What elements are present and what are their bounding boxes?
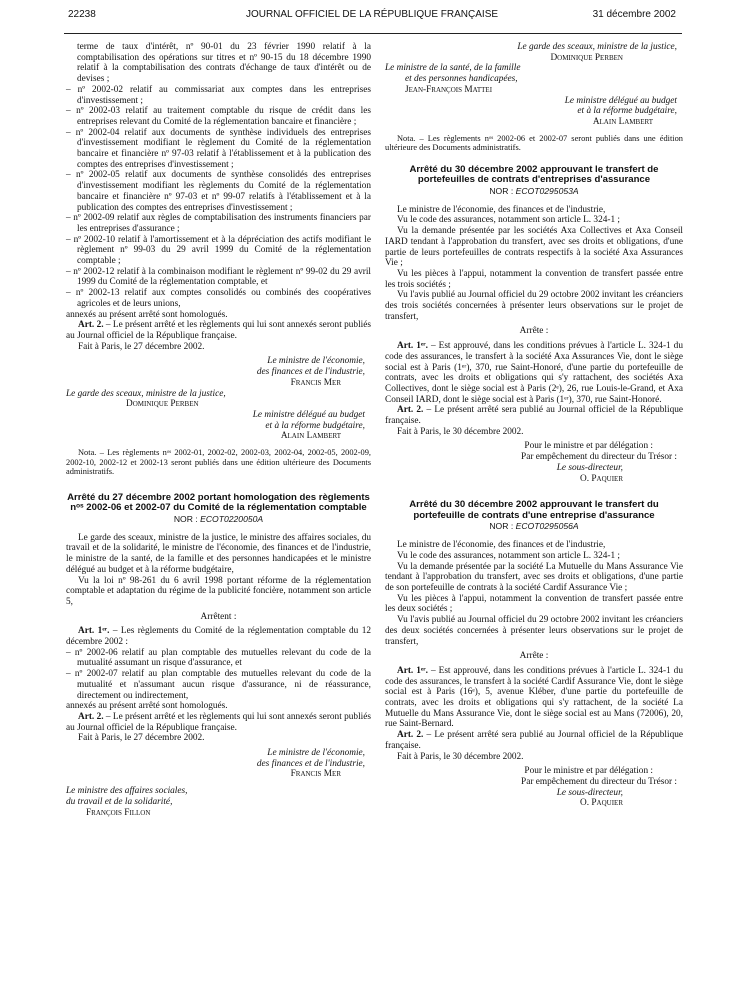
nor-code: ECOT0220050A — [200, 513, 264, 524]
fait-line: Fait à Paris, le 27 décembre 2002. — [78, 341, 205, 352]
signature-title: Le ministre des affaires sociales, — [66, 786, 188, 797]
list-item: – nº 2002-03 relatif au traitement comptable du risque de crédit dans les entreprises relevant du Comité de la réglementation bancaire et financière ; — [66, 106, 371, 127]
annexes-text: annexés au présent arrêté sont homologués. — [66, 309, 228, 320]
signatory-name: Alain Lambert — [592, 116, 653, 127]
signatory-name: O. Paquier — [580, 798, 623, 809]
article-label: Art. 1ᵉʳ. — [397, 665, 428, 676]
article-1 — [385, 341, 683, 405]
article-1 — [385, 666, 683, 730]
signature-title: des finances et de l'industrie, — [256, 758, 365, 769]
fait-line: Fait à Paris, le 30 décembre 2002. — [397, 426, 524, 437]
paragraph: Vu le code des assurances, notamment son article L. 324-1 ; — [397, 550, 621, 561]
decree-title: Arrêté du 27 décembre 2002 portant homologation des règlements nᵒˢ 2002-06 et 2002-07 du Comité de la réglementation comptable — [67, 491, 370, 514]
list-item: – nº 2002-06 relatif au plan comptable des mutuelles relevant du code de la mutualité assumant un risque d'assurance, et — [66, 647, 371, 669]
journal-title: JOURNAL OFFICIEL DE LA RÉPUBLIQUE FRANÇAISE — [245, 9, 499, 20]
arretent: Arrêtent : — [200, 611, 237, 622]
article-label: Art. 2. — [397, 405, 424, 416]
signature-line: Pour le ministre et par délégation : — [524, 766, 653, 777]
article-text: – Est approuvé, dans les conditions prévues à l'article L. 324-1 du code des assurances, le transfert à la société Cardif Assurance Vie, dont le siège social est à Paris (16ᵉ), 5, avenue Kléber, d'une partie du portefeuille de contrats, avec les droits et obligations qui s'y rattachent, de la société La Mutuelle du Mans Assurance Vie, dont le siège social est au Mans (72006), 20, rue Saint-Bernard. — [385, 665, 683, 730]
signatory-name: Dominique Perben — [550, 52, 623, 63]
article-label: Art. 1ᵉʳ. — [78, 626, 110, 637]
list-item: – nº 2002-12 relatif à la combinaison modifiant le règlement nº 99-02 du 29 avril 1999 du Comité de la réglementation comptable, et — [66, 266, 371, 288]
article-text: – Le présent arrêté et les règlements qui lui sont annexés seront publiés au Journal officiel de la République française. — [66, 711, 371, 733]
signature-title: du travail et de la solidarité, — [66, 796, 173, 807]
paragraph: Vu le code des assurances, notamment son article L. 324-1 ; — [397, 215, 621, 226]
article-label: Art. 1ᵉʳ. — [397, 341, 428, 352]
paragraph: Vu les pièces à l'appui, notamment la convention de transfert passée entre les trois sociétés ; — [385, 268, 683, 290]
article-text: – Est approuvé, dans les conditions prévues à l'article L. 324-1 du code des assurances, le transfert à la société Axa Assurances Vie, dont le siège social est à Paris (1ᵉʳ), 370, rue Saint-Honoré, d'une partie du portefeuille de contrats, avec les droits et obligations qui s'y rattachent, des sociétés Axa Collectives, dont le siège social est à Paris (2ᵉ), 26, rue Louis-le-Grand, et Axa Conseil IARD, dont le siège social est à Paris (1ᵉʳ), 370, rue Saint-Honoré. — [385, 341, 683, 405]
signatory-name: O. Paquier — [580, 473, 623, 484]
signatory-name: Francis Mer — [290, 769, 341, 780]
decree-title: Arrêté du 30 décembre 2002 approuvant le transfert du portefeuille de contrats d'une entreprise d'assurance — [409, 499, 659, 521]
signature-title: et à la réforme budgétaire, — [577, 106, 677, 117]
signatory-name: Jean-François Mattei — [405, 84, 493, 95]
header-rule — [64, 33, 682, 34]
paragraph: Vu la loi nº 98-261 du 6 avril 1998 portant réforme de la réglementation comptable et adaptation du régime de la publicité foncière, notamment son article 5, — [66, 575, 371, 607]
paragraph: Vu l'avis publié au Journal officiel du 29 octobre 2002 invitant les créanciers des trois sociétés concernées à présenter leurs observations sur le projet de transfert, — [385, 290, 683, 322]
nota: Nota. – Les règlements nᵒˢ 2002-01, 2002-02, 2002-03, 2002-04, 2002-05, 2002-09, 2002-10, 2002-12 et 2002-13 seront publiés dans une édition ultérieure des Documents administratifs. — [66, 448, 371, 477]
annexes-text: annexés au présent arrêté sont homologués. — [66, 701, 228, 712]
list-item: – nº 2002-05 relatif aux documents de synthèse consolidés des entreprises d'investissement modifiant les règlements du Comité de la réglementation bancaire et financière nº 97-03 et nº 99-07 relatifs à l'établissement et à la publication des comptes des entreprises d'investissement ; — [66, 170, 371, 213]
paragraph: Vu les pièces à l'appui, notamment la convention de transfert passée entre les deux sociétés ; — [385, 593, 683, 615]
list-item: – nº 2002-02 relatif au commissariat aux comptes dans les entreprises d'investissement ; — [66, 84, 371, 106]
article-2 — [385, 405, 683, 426]
signatory-name: Dominique Perben — [126, 399, 199, 410]
signature-title: Le ministre de la santé, de la famille — [385, 63, 521, 74]
article-text: – Le présent arrêté et les règlements qui lui sont annexés seront publiés au Journal officiel de la République française. — [66, 320, 371, 341]
article-text: – Les règlements du Comité de la réglementation comptable du 12 décembre 2002 : — [66, 626, 371, 648]
nor-line: NOR : ECOT0220050A — [173, 513, 264, 524]
nor-code: ECOT0295053A — [515, 186, 579, 196]
paragraph: Le garde des sceaux, ministre de la justice, le ministre des affaires sociales, du travail et de la solidarité, le ministre de l'économie, des finances et de l'industrie, le ministre de la santé, de la famille et des personnes handicapées et le ministre délégué au budget et à la réforme budgétaire, — [66, 532, 371, 575]
paragraph: Vu l'avis publié au Journal officiel du 29 octobre 2002 invitant les créanciers des deux sociétés concernées à présenter leurs observations sur le projet de transfert, — [385, 615, 683, 647]
nor-line: NOR : ECOT0295056A — [489, 521, 579, 532]
signature-title: Le garde des sceaux, ministre de la justice, — [66, 388, 226, 399]
list-item: – nº 2002-13 relatif aux comptes consolidés ou combinés des coopératives agricoles et de leurs unions, — [66, 288, 371, 309]
signature-title: Le ministre de l'économie, — [267, 748, 365, 759]
signatory-name: François Fillon — [86, 807, 151, 818]
nota: Nota. – Les règlements nᵒˢ 2002-06 et 2002-07 seront publiés dans une édition ultérieure des Documents administratifs. — [385, 133, 683, 153]
article-label: Art. 2. — [78, 320, 104, 331]
article-text: – Le présent arrêté sera publié au Journal officiel de la République française. — [385, 730, 683, 751]
list-item: – nº 2002-07 relatif au plan comptable des mutuelles relevant du code de la mutualité et n'assumant aucun risque d'assurance, ni de réassurance, directement ou indirectement, — [66, 669, 371, 701]
continued-text: terme de taux d'intérêt, nº 90-01 du 23 février 1990 relatif à la comptabilisation des opérations sur titres et nº 90-15 du 18 décembre 1990 relatif à la comptabilisation des contrats d'échange de taux d'intérêt ou de devises ; — [77, 42, 371, 85]
right-column — [385, 42, 683, 809]
signature-title: et des personnes handicapées, — [405, 74, 518, 85]
left-column — [66, 42, 371, 818]
fait-line: Fait à Paris, le 30 décembre 2002. — [397, 751, 524, 762]
signature-title: Le ministre délégué au budget — [564, 95, 677, 106]
signatory-name: Alain Lambert — [280, 431, 341, 442]
issue-date: 31 décembre 2002 — [592, 9, 676, 20]
signature-title: Le sous-directeur, — [556, 462, 623, 473]
fait-line: Fait à Paris, le 27 décembre 2002. — [78, 733, 205, 744]
decree-title: Arrêté du 30 décembre 2002 approuvant le transfert de portefeuilles de contrats d'entreprises d'assurance — [409, 163, 659, 186]
article-1 — [66, 626, 371, 647]
article-label: Art. 2. — [397, 730, 424, 741]
signature-title: Le sous-directeur, — [556, 787, 623, 798]
signature-title: Le garde des sceaux, ministre de la justice, — [517, 42, 677, 52]
paragraph: Le ministre de l'économie, des finances et de l'industrie, — [397, 204, 606, 215]
article-text: – Le présent arrêté sera publié au Journal officiel de la République française. — [385, 405, 683, 427]
article-2 — [66, 320, 371, 341]
signature-line: Pour le ministre et par délégation : — [524, 441, 653, 452]
arrete: Arrête : — [519, 326, 549, 337]
paragraph: Vu la demande présentée par les sociétés Axa Collectives et Axa Conseil IARD tendant à l'approbation du transfert, avec ses droits et obligations, d'une partie de leurs portefeuilles de contrats respectifs à la société Axa Assurances Vie ; — [385, 226, 683, 269]
page-number: 22238 — [68, 9, 96, 20]
signature-title: des finances et de l'industrie, — [256, 367, 365, 378]
article-2 — [66, 712, 371, 733]
nor-line: NOR : ECOT0295053A — [489, 186, 579, 196]
signature-title: Le ministre délégué au budget — [252, 409, 365, 420]
list-item: – nº 2002-10 relatif à l'amortissement et à la dépréciation des actifs modifiant le règlement nº 99-03 du 29 avril 1999 du Comité de la réglementation comptable ; — [66, 234, 371, 267]
signature-line: Par empêchement du directeur du Trésor : — [521, 776, 677, 787]
list-item: – nº 2002-04 relatif aux documents de synthèse individuels des entreprises d'investissement modifiant le règlement du Comité de la réglementation bancaire et financière nº 97-03 relatif à l'établissement et à la publication des comptes des entreprises d'investissement ; — [66, 127, 371, 170]
arrete: Arrête : — [519, 651, 549, 662]
signatory-name: Francis Mer — [290, 377, 341, 388]
paragraph: Le ministre de l'économie, des finances et de l'industrie, — [397, 540, 606, 551]
article-2 — [385, 730, 683, 751]
signature-line: Par empêchement du directeur du Trésor : — [521, 452, 677, 463]
signature-title: Le ministre de l'économie, — [267, 356, 365, 367]
signature-title: et à la réforme budgétaire, — [265, 420, 365, 431]
list-item: – nº 2002-09 relatif aux règles de comptabilisation des instruments financiers par les entreprises d'assurance ; — [66, 213, 371, 234]
nor-code: ECOT0295056A — [515, 521, 579, 532]
paragraph: Vu la demande présentée par la société La Mutuelle du Mans Assurance Vie tendant à l'approbation du transfert, avec ses droits et obligations, d'une partie de son portefeuille de contrats à la société Cardif Assurance Vie ; — [385, 561, 683, 593]
page-header — [68, 9, 676, 23]
article-label: Art. 2. — [78, 711, 104, 722]
